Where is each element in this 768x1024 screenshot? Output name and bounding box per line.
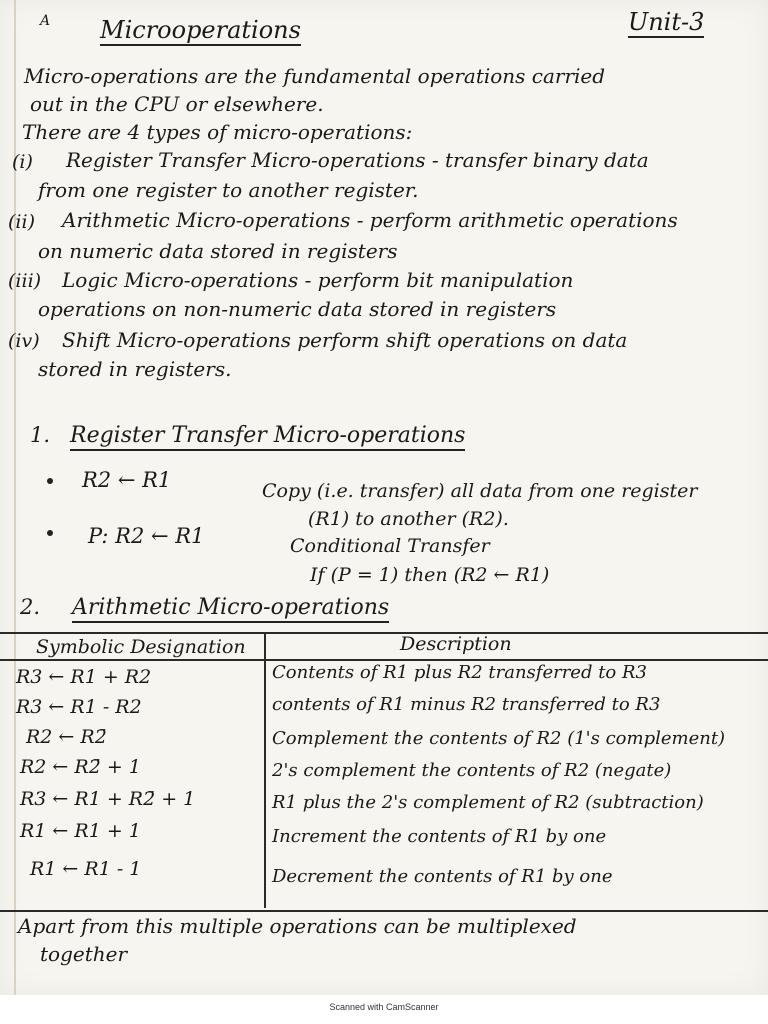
intro-line-3: There are 4 types of micro-operations:	[22, 120, 413, 144]
closing-line-2: together	[40, 942, 128, 966]
transfer-description-2: (R1) to another (R2).	[308, 508, 509, 530]
type-number: (ii)	[8, 211, 35, 233]
table-row-description: Contents of R1 plus R2 transferred to R3	[272, 662, 647, 683]
table-top-rule	[0, 632, 768, 634]
table-row-description: 2's complement the contents of R2 (negate)	[272, 760, 672, 781]
table-row-description: Increment the contents of R1 by one	[272, 826, 607, 847]
table-bottom-rule	[0, 910, 768, 912]
table-header-rule	[0, 659, 768, 661]
type-line-1: Arithmetic Micro-operations - perform arithmetic operations	[62, 208, 678, 232]
intro-line-1: Micro-operations are the fundamental operations carried	[24, 64, 606, 88]
transfer-description-1: Copy (i.e. transfer) all data from one register	[262, 480, 698, 502]
type-line-1: Shift Micro-operations perform shift operations on data	[62, 328, 628, 352]
section-number: 2.	[20, 595, 41, 619]
table-row-symbol: R1 ← R1 + 1	[20, 820, 141, 842]
type-line-1: Register Transfer Micro-operations - transfer binary data	[66, 148, 649, 172]
table-column-divider	[264, 632, 266, 908]
bullet-icon	[47, 530, 53, 536]
table-header-symbolic: Symbolic Designation	[36, 636, 246, 658]
table-row-description: R1 plus the 2's complement of R2 (subtraction)	[272, 792, 704, 813]
page-title: Microoperations	[100, 16, 301, 44]
closing-line-1: Apart from this multiple operations can be multiplexed	[18, 914, 577, 938]
conditional-description-2: If (P = 1) then (R2 ← R1)	[310, 564, 550, 586]
table-row-symbol: R3 ← R1 + R2	[16, 666, 152, 688]
type-line-2: from one register to another register.	[38, 178, 419, 202]
conditional-expression: P: R2 ← R1	[88, 524, 205, 548]
section-title: Arithmetic Micro-operations	[72, 597, 389, 623]
table-row-description: contents of R1 minus R2 transferred to R3	[272, 694, 661, 715]
type-number: (iii)	[8, 270, 42, 292]
margin-line	[14, 0, 16, 995]
table-row-description: Complement the contents of R2 (1's complement)	[272, 728, 726, 749]
unit-label: Unit-3	[628, 8, 705, 36]
table-row-symbol: R3 ← R1 - R2	[16, 696, 142, 718]
intro-line-2: out in the CPU or elsewhere.	[30, 92, 324, 116]
type-number: (i)	[12, 151, 33, 173]
conditional-description-1: Conditional Transfer	[290, 535, 490, 557]
type-line-2: operations on non-numeric data stored in registers	[38, 297, 557, 321]
table-row-symbol: R1 ← R1 - 1	[30, 858, 142, 880]
table-row-description: Decrement the contents of R1 by one	[272, 866, 613, 887]
scanner-footer: Scanned with CamScanner	[329, 1002, 439, 1012]
type-number: (iv)	[8, 330, 40, 352]
type-line-2: stored in registers.	[38, 357, 232, 381]
table-row-symbol: R2 ← R2̄	[26, 726, 107, 748]
type-line-2: on numeric data stored in registers	[38, 239, 398, 263]
bullet-icon	[47, 478, 53, 484]
transfer-expression: R2 ← R1	[82, 468, 172, 492]
section-title: Register Transfer Micro-operations	[70, 425, 465, 451]
table-row-symbol: R2 ← R2̄ + 1	[20, 756, 141, 778]
table-row-symbol: R3 ← R1 + R2̄ + 1	[20, 788, 196, 810]
table-header-description: Description	[400, 633, 512, 655]
header-prefix: A	[40, 13, 51, 29]
section-number: 1.	[30, 423, 51, 447]
type-line-1: Logic Micro-operations - perform bit manipulation	[62, 268, 574, 292]
